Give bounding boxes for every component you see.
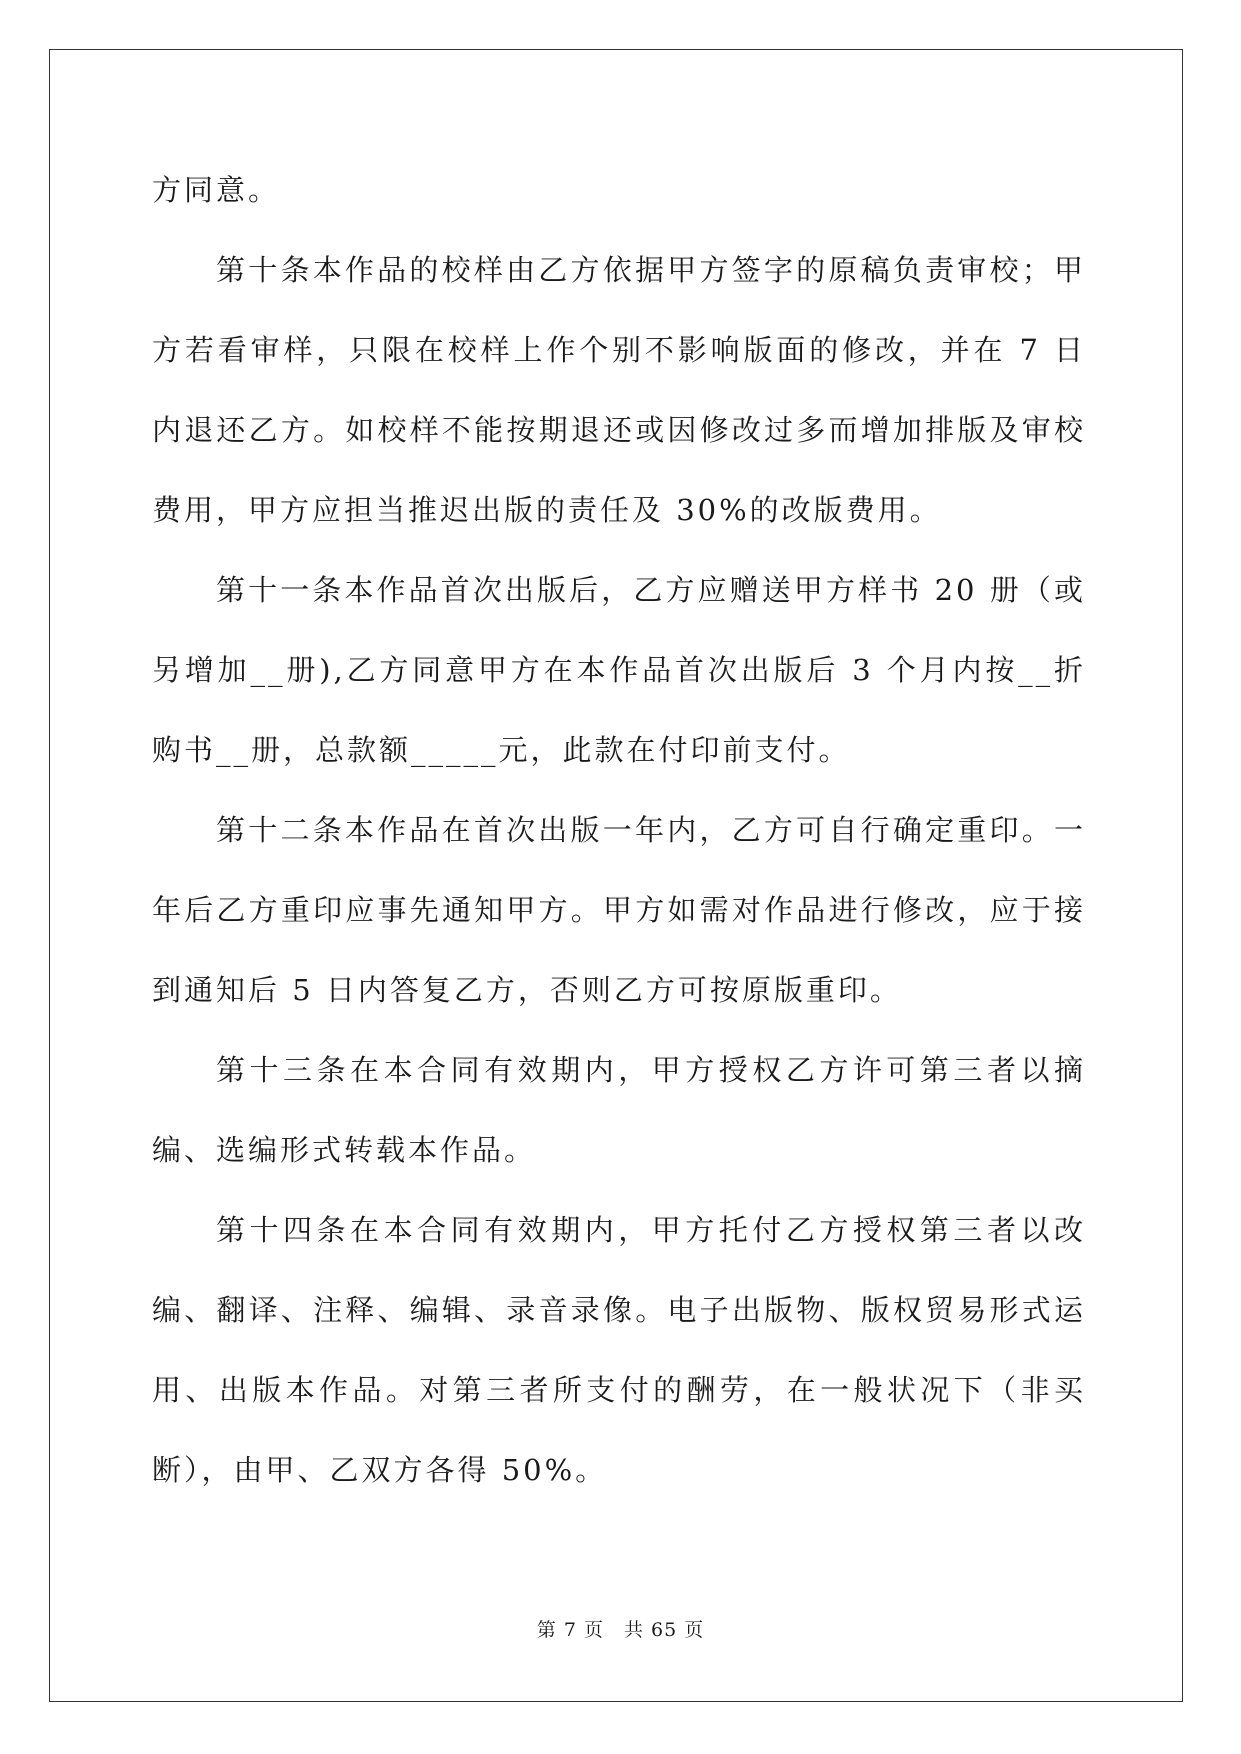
paragraph-continuation: 方同意。 xyxy=(152,173,281,207)
document-body xyxy=(152,150,1086,1510)
page-number-footer: 第 7 页 共 65 页 xyxy=(536,1619,705,1641)
paragraph-article-10: 第十条本作品的校样由乙方依据甲方签字的原稿负责审校；甲方若看审样，只限在校样上作个别不影响版面的修改，并在 7 日内退还乙方。如校样不能按期退还或因修改过多而增加排版及审校费用，甲方应担当推迟出版的责任及 30%的改版费用。 xyxy=(152,253,1086,527)
paragraph-article-12: 第十二条本作品在首次出版一年内，乙方可自行确定重印。一年后乙方重印应事先通知甲方。甲方如需对作品进行修改，应于接到通知后 5 日内答复乙方，否则乙方可按原版重印。 xyxy=(152,813,1086,1007)
paragraph-article-11: 第十一条本作品首次出版后，乙方应赠送甲方样书 20 册（或另增加__册),乙方同意甲方在本作品首次出版后 3 个月内按__折购书__册，总款额_____元，此款在付印前支付。 xyxy=(152,573,1086,767)
paragraph-article-14: 第十四条在本合同有效期内，甲方托付乙方授权第三者以改编、翻译、注释、编辑、录音录像。电子出版物、版权贸易形式运用、出版本作品。对第三者所支付的酬劳，在一般状况下（非买断），由甲、乙双方各得 50%。 xyxy=(152,1213,1086,1487)
paragraph-article-13: 第十三条在本合同有效期内，甲方授权乙方许可第三者以摘编、选编形式转载本作品。 xyxy=(152,1053,1086,1167)
